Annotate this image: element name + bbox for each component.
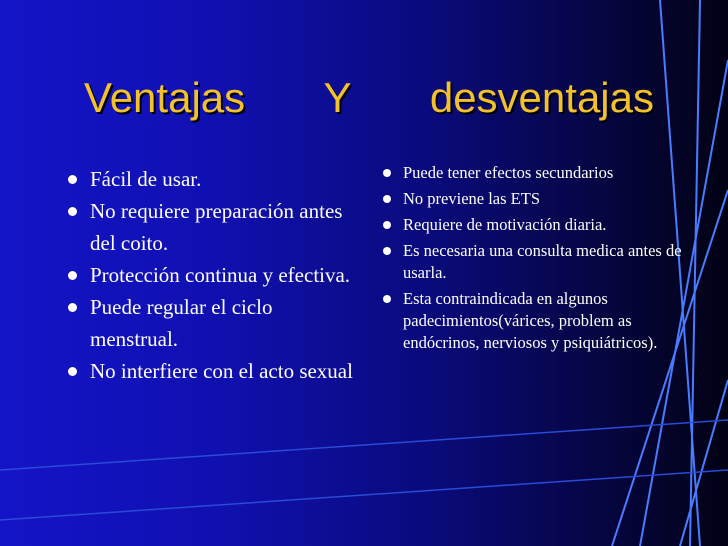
slide-title	[84, 70, 654, 126]
list-item-text: Fácil de usar.	[90, 167, 202, 191]
list-item	[383, 240, 683, 284]
list-item-text: Es necesaria una consulta medica antes de usarla.	[403, 241, 682, 282]
title-word: desventajas	[429, 74, 654, 121]
title-word: Ventajas	[84, 74, 246, 121]
list-item-text: Puede regular el ciclo menstrual.	[90, 295, 273, 351]
accent-line	[0, 420, 728, 470]
list-item-text: Requiere de motivación diaria.	[403, 215, 607, 234]
list-item	[383, 214, 683, 236]
list-item	[68, 163, 358, 195]
bullet-icon	[68, 271, 77, 280]
list-item	[383, 188, 683, 210]
bullet-icon	[68, 367, 77, 376]
list-item	[68, 259, 358, 291]
list-item	[68, 355, 358, 387]
list-item-text: No previene las ETS	[403, 189, 541, 208]
bullet-icon	[68, 303, 77, 312]
list-item-text: Esta contraindicada en algunos padecimientos(várices, problem as endócrinos, nerviosos y psiquiátricos).	[403, 289, 658, 352]
list-item-text: No requiere preparación antes del coito.	[90, 199, 343, 255]
bullet-icon	[383, 221, 391, 229]
list-item	[68, 291, 358, 355]
advantages-list	[68, 163, 358, 387]
bullet-icon	[383, 295, 391, 303]
bullet-icon	[68, 207, 77, 216]
list-item-text: Protección continua y efectiva.	[90, 263, 351, 287]
bullet-icon	[68, 175, 77, 184]
title-word: Y	[323, 74, 352, 121]
accent-line	[0, 470, 728, 520]
bullet-icon	[383, 169, 391, 177]
accent-line	[680, 380, 728, 546]
list-item-text: Puede tener efectos secundarios	[403, 163, 614, 182]
list-item	[383, 162, 683, 184]
list-item	[68, 195, 358, 259]
disadvantages-list	[383, 162, 683, 358]
list-item	[383, 288, 683, 354]
list-item-text: No interfiere con el acto sexual	[90, 359, 353, 383]
accent-line	[690, 0, 700, 546]
bullet-icon	[383, 247, 391, 255]
bullet-icon	[383, 195, 391, 203]
